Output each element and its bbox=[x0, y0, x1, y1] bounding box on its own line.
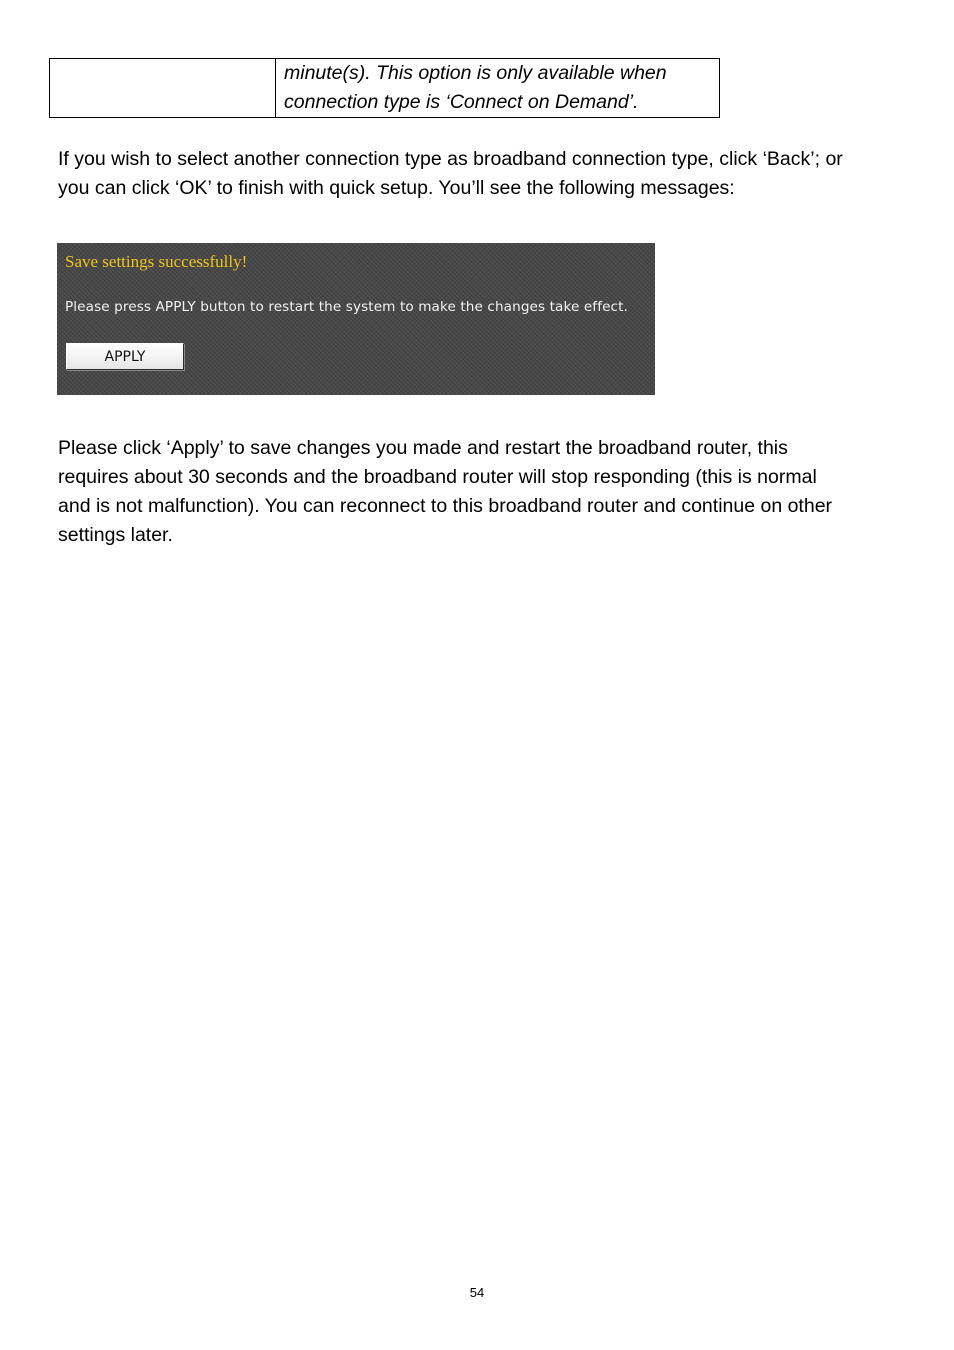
restart-message: Please press APPLY button to restart the system to make the changes take effect. bbox=[65, 299, 628, 315]
explanation-line-3: and is not malfunction). You can reconnect to this broadband router and continue on other bbox=[58, 495, 833, 517]
description-line-1: minute(s). This option is only available when bbox=[284, 62, 667, 84]
explanation-line-1: Please click ‘Apply’ to save changes you made and restart the broadband router, this bbox=[58, 437, 788, 459]
instruction-line-2: you can click ‘OK’ to finish with quick setup. You’ll see the following messages: bbox=[58, 177, 735, 199]
table-cell-empty bbox=[50, 59, 276, 118]
table-row bbox=[50, 59, 720, 118]
save-success-title: Save settings successfully! bbox=[65, 252, 248, 271]
apply-button[interactable]: APPLY bbox=[66, 343, 184, 370]
instruction-line-1: If you wish to select another connection type as broadband connection type, click ‘Back’; or bbox=[58, 148, 843, 170]
page-number: 54 bbox=[469, 1285, 485, 1300]
explanation-line-4: settings later. bbox=[58, 524, 173, 546]
explanation-line-2: requires about 30 seconds and the broadband router will stop responding (this is normal bbox=[58, 466, 817, 488]
table-cell-description bbox=[276, 59, 720, 118]
continuation-table bbox=[49, 58, 720, 118]
instruction-paragraph bbox=[58, 145, 908, 203]
description-text bbox=[276, 59, 719, 117]
router-save-screenshot bbox=[57, 243, 655, 395]
description-line-2: connection type is ‘Connect on Demand’. bbox=[284, 91, 639, 113]
apply-explanation-paragraph bbox=[58, 434, 908, 550]
